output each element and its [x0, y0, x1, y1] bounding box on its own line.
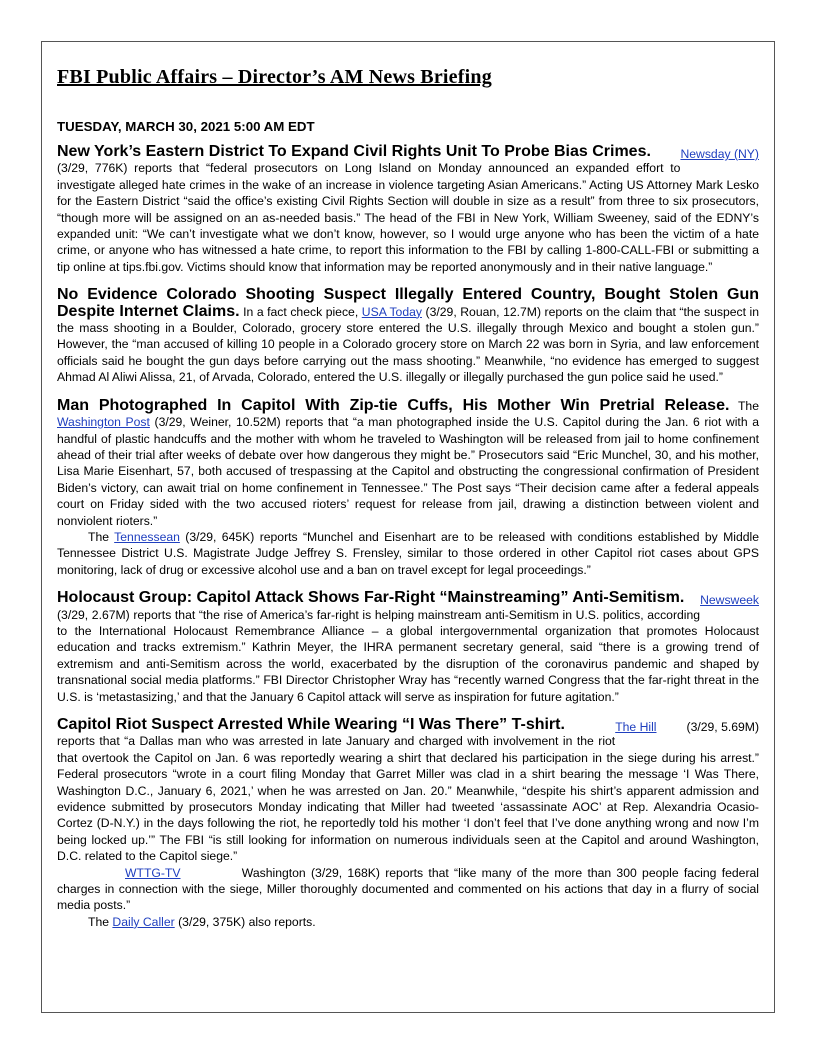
story-2-body: (3/29, Rouan, 12.7M) reports on the claim that “the suspect in the mass shooting in a Boulder, Colorado, grocery store entered the U.S. illegally through Mexico and bought a stolen gun.” However, the “man accused of killing 10 people in a Colorado grocery store on March 22 was born in Syria, and law enforcement officials said he bought the gun days before carrying out the mass shooting.” Meanwhile, “no evidence has emerged to suggest Ahmad Al Aliwi Alissa, 21, of Arvada, Colorado, entered the U.S. illegally or illegally purchased the gun police said he used.” — [57, 304, 759, 385]
story-5-followup2-lead: The — [88, 914, 110, 929]
story-3-source-link[interactable]: Washington Post — [57, 415, 150, 430]
story-3-followup-source-link[interactable]: Tennessean — [114, 529, 180, 544]
story-2-lead: In a fact check piece, — [243, 304, 359, 319]
story-3-lead: The — [737, 398, 759, 413]
story-5 — [57, 717, 759, 930]
story-5-followup-body: Washington (3/29, 168K) reports that “like many of the more than 300 people facing federal charges in connection with the siege, Miller thoroughly documented and commented on his actions that day in a flurry of social media posts.” — [57, 865, 759, 913]
dateline: TUESDAY, MARCH 30, 2021 5:00 AM EDT — [57, 119, 315, 134]
story-1-source-link[interactable]: Newsday (NY) — [680, 147, 759, 161]
story-5-followup-source-link[interactable]: WTTG-TV — [125, 865, 181, 880]
story-3-followup-lead: The — [88, 529, 110, 544]
story-3 — [57, 398, 759, 578]
story-5-followup2-body: (3/29, 375K) also reports. — [178, 914, 316, 929]
story-2 — [57, 287, 759, 385]
story-5-source-link[interactable]: The Hill — [615, 720, 657, 734]
story-3-headline: Man Photographed In Capitol With Zip-tie Cuffs, His Mother Win Pretrial Release. — [57, 396, 730, 414]
story-1 — [57, 144, 759, 275]
story-3-followup-body: (3/29, 645K) reports “Munchel and Eisenhart are to be released with conditions established by Middle Tennessee District U.S. Magistrate Judge Jeffrey S. Frensley, similar to those ordered in other Capitol riot cases about GPS monitoring, lack of drug or excessive alcohol use and a ban on travel except for legal proceedings.” — [57, 529, 760, 577]
story-1-headline: New York’s Eastern District To Expand Civil Rights Unit To Probe Bias Crimes. — [57, 143, 651, 160]
story-5-headline: Capitol Riot Suspect Arrested While Wearing “I Was There” T-shirt. — [57, 716, 565, 733]
briefing-title: FBI Public Affairs – Director’s AM News Briefing — [57, 66, 492, 88]
briefing-document — [57, 56, 759, 930]
story-5-body: reports that “a Dallas man who was arrested in late January and charged with involvement in the riot that overtook the Capitol on Jan. 6 was reportedly wearing a shirt that declared his participation in the siege during his arrest.” Federal prosecutors “wrote in a court filing Monday that Garret Miller was clad in a shirt bearing the message ‘I Was There, Washington D.C., January 6, 2021,’ when he was arrested on Jan. 20.” Meanwhile, “despite his shirt’s apparent admission and evidence submitted by prosecutors Monday indicating that Miller had tweeted ‘assassinate AOC’ at Rep. Alexandria Ocasio-Cortez (D-N.Y.) in the days following the riot, he reportedly told his mother ‘I don’t feel that I’ve done anything wrong and now I’m being locked up.’” The FBI “is still looking for information on numerous individuals seen at the Capitol and around Washington, D.C. related to the Capitol siege.” — [57, 734, 759, 864]
story-4-headline: Holocaust Group: Capitol Attack Shows Far-Right “Mainstreaming” Anti-Semitism. — [57, 589, 685, 607]
story-4-body: (3/29, 2.67M) reports that “the rise of America’s far-right is helping mainstream anti-Semitism in U.S. politics, according to the International Holocaust Remembrance Alliance – a global intergovernmental organization that promotes Holocaust education and tracks extremism.” Kathrin Meyer, the IHRA permanent secretary general, said “there is a growing trend of extremism and anti-Semitism across the world, exacerbated by the disruption of the coronavirus pandemic and shaped by transnational social media platforms.” FBI Director Christopher Wray has “recently warned Congress that the far-right threat in the U.S. is ‘metastasizing,’ and that the January 6 Capitol attack will serve as inspiration for future agitation.” — [57, 607, 759, 704]
story-5-source-meta: (3/29, 5.69M) — [686, 720, 759, 734]
story-1-body: (3/29, 776K) reports that “federal prosecutors on Long Island on Monday announced an expanded effort to investigate alleged hate crimes in the wake of an increase in violence targeting Asian Americans.” Acting US Attorney Mark Lesko for the Eastern District “said the office’s existing Civil Rights Section will double in size as a result” from three to six prosecutors, “though more will be assigned on an as-needed basis.” The head of the FBI in New York, William Sweeney, said of the EDNY’s expanded unit: “We can’t investigate what we don’t know, however, so I would urge anyone who has been the victim of a hate crime, or anyone who has witnessed a hate crime, to report this information to the FBI by calling 1-800-CALL-FBI or submitting a tip online at tips.fbi.gov. Victims should know that information may be reported anonymously and in their native language.” — [57, 161, 759, 274]
story-4-source-link[interactable]: Newsweek — [700, 593, 759, 608]
story-3-body: (3/29, Weiner, 10.52M) reports that “a man photographed inside the U.S. Capitol during the Jan. 6 riot with a handful of plastic handcuffs and the mother with whom he traveled to Washington will be released from jail to home confinement ahead of their trial after weeks of debate over how dangerous they might be.” Prosecutors said “Eric Munchel, 30, and his mother, Lisa Marie Eisenhart, 57, both accused of trespassing at the Capitol and obstructing the congressional confirmation of President Biden’s victory, can await trial on home confinement in Tennessee.” The Post says “Their decision came after a federal appeals court on Friday sided with the two accused rioters’ request for release from jail, drawing a distinction between violent and nonviolent rioters.” — [57, 415, 759, 528]
story-4 — [57, 590, 759, 705]
story-2-headline: No Evidence Colorado Shooting Suspect Illegally Entered Country, Bought Stolen Gun Despite Internet Claims. — [57, 286, 759, 320]
story-2-source-link[interactable]: USA Today — [361, 304, 422, 319]
story-5-followup2-source-link[interactable]: Daily Caller — [112, 914, 175, 929]
